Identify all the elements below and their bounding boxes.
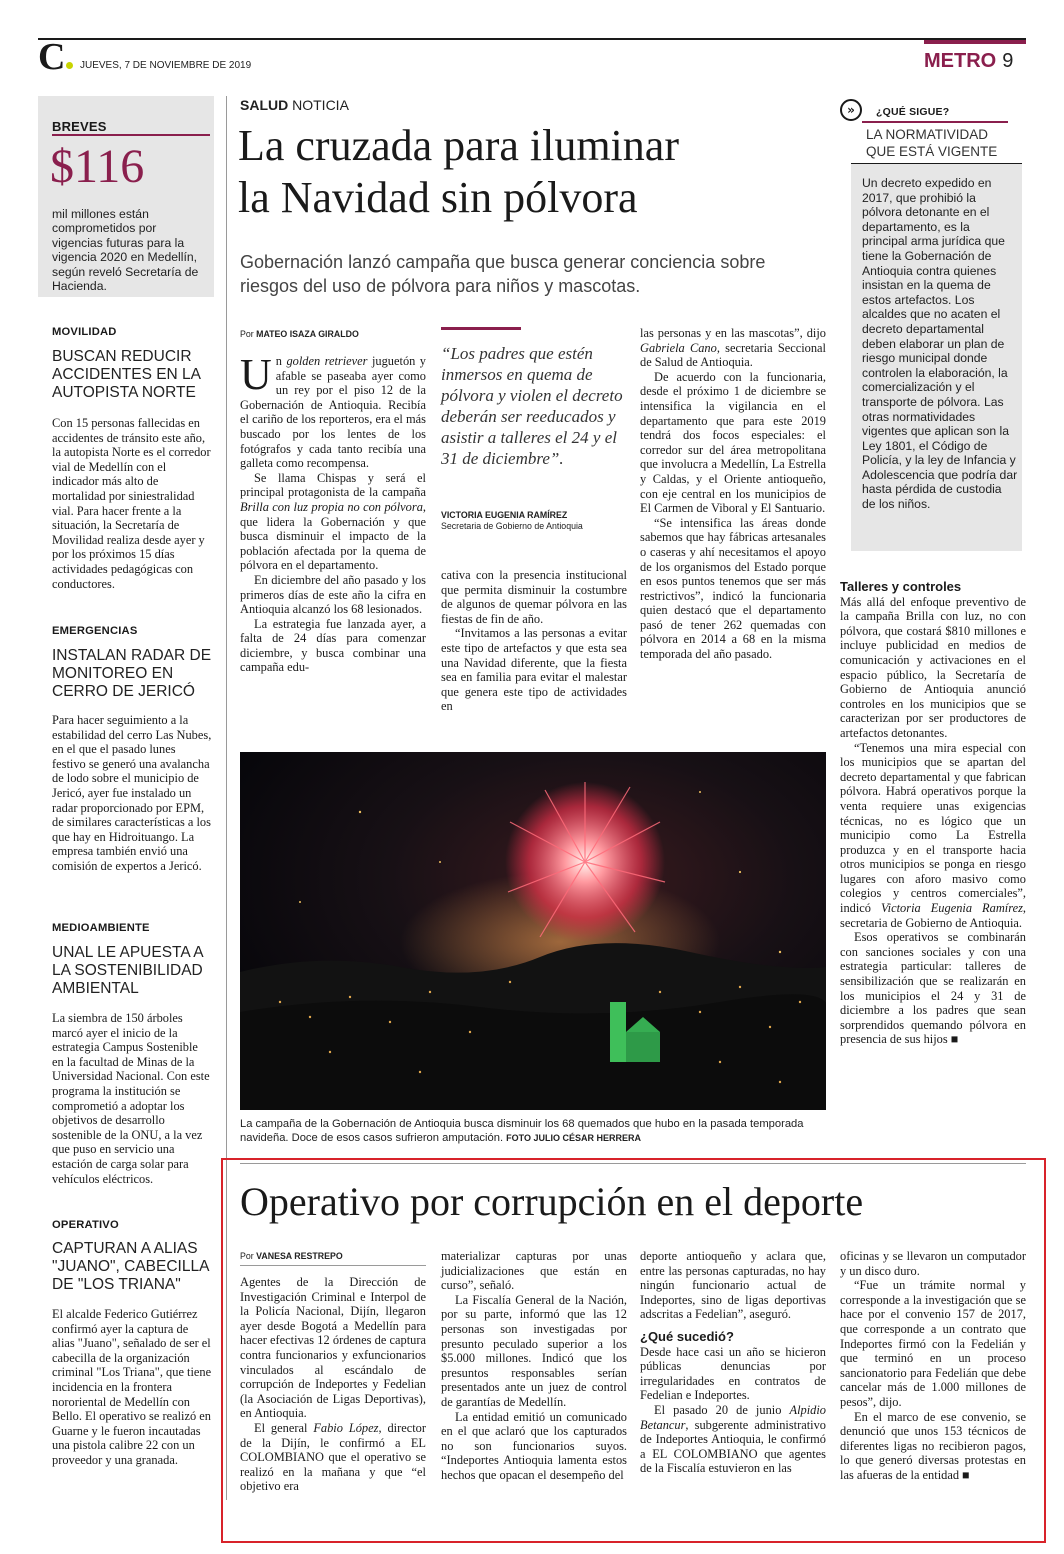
next-box-title: LA NORMATIVIDAD QUE ESTÁ VIGENTE <box>866 127 998 159</box>
article-col-3: las personas y en las mascotas”, dijo Gabriela Cano, secretaria Seccional de Salud de Antioquia. De acuerdo con la funcionaria, desde el próximo 1 de diciembre se intensifica la vigilancia en el departamento que para este 2019 tendrá dos focos especiales: el corredor sur del área metropolitana que involucra a Medellín, La Estrella y Caldas, y el Oriente antioqueño, con eje central en los municipios de El Carmen de Viboral y El Santuario. “Se intensifica las áreas donde sabemos que hay fábricas artesanales o caseras y ahí necesitamos el apoyo de los organismos del Estado porque en esos puntos tenemos que ser más restrictivos”, indicó la funcionaria quien destacó que el departamento pasó de tener 262 quemadas con pólvora en 2014 a 68 en la misma temporada del año pasado. <box>640 326 826 662</box>
logo: C <box>38 40 73 74</box>
article-kicker: SALUD NOTICIA <box>240 97 349 113</box>
next-box-rule <box>851 163 1022 164</box>
bottom-byline-rule <box>240 1265 426 1266</box>
sidebar-headline-emergencias: INSTALAN RADAR DE MONITOREO EN CERRO DE JERICÓ <box>52 647 212 700</box>
sidebar-label-emergencias: EMERGENCIAS <box>52 625 138 637</box>
pull-quote: “Los padres que estén inmersos en quema de pólvora y violen el decreto deberán ser reeducados y asistir a talleres el 24 y el 31 de diciembre”. <box>441 344 623 468</box>
end-mark: ■ <box>950 1032 959 1047</box>
bottom-col-2: materializar capturas por unas judicializaciones que están en curso”, señaló. La Fiscalía General de la Nación, por su parte, informó que las 12 personas son investigadas por presunto peculado superior a los $5.000 millones. Indicó que los presuntos responsables serían presentados ante un juez de control de garantías de Medellín. La entidad emitió un comunicado en el que aclaró que los capturados no son funcionarios suyos. “Indeportes Antioquia lamenta estos hechos que opacan el desempeño del <box>441 1249 627 1482</box>
next-icon: » <box>840 99 862 121</box>
sidebar-text-medioambiente: La siembra de 150 árboles marcó ayer el inicio de la estrategia Campus Sostenible en la facultad de Minas de la Universidad Nacional. Con este programa la institución se comprometió a adoptar los objetivos de desarrollo sostenible de la ONU, a la vez que puso en servicio una estación de carga solar para vehículos eléctricos. <box>52 1011 210 1186</box>
photo-credit: FOTO JULIO CÉSAR HERRERA <box>506 1133 642 1143</box>
article-byline: Por MATEO ISAZA GIRALDO <box>240 329 359 339</box>
sidebar-headline-movilidad: BUSCAN REDUCIR ACCIDENTES EN LA AUTOPISTA NORTE <box>52 348 201 401</box>
article-headline: La cruzada para iluminar la Navidad sin pólvora <box>238 121 679 222</box>
next-box-text: Un decreto expedido en 2017, que prohibió la pólvora detonante en el departamento, es la principal arma jurídica que tiene la Gobernación de Antioquia contra quienes insistan en la quema de estos artefactos. Los alcaldes que no acaten el decreto departamental deben elaborar un plan de riesgo municipal donde controlen la elaboración, la comercialización y el transporte de pólvora. Las otras normatividades vigentes que aplican son la Ley 1801, el Código de Policía, y la ley de Infancia y Adolescencia que podría dar hasta pérdida de custodia de los niños. <box>862 176 1018 512</box>
quote-rule <box>441 327 521 330</box>
breves-label: BREVES <box>52 119 107 134</box>
quote-author: VICTORIA EUGENIA RAMÍREZ <box>441 510 568 520</box>
page-number: 9 <box>1002 50 1014 72</box>
section-name: METRO 9 <box>924 50 1014 72</box>
sidebar-label-operativo: OPERATIVO <box>52 1219 119 1231</box>
section-bar <box>924 40 1026 44</box>
fireworks-photo <box>240 752 826 1110</box>
bottom-byline: Por VANESA RESTREPO <box>240 1251 343 1261</box>
sidebar-label-medioambiente: MEDIOAMBIENTE <box>52 922 150 934</box>
sidebar-text-emergencias: Para hacer seguimiento a la estabilidad del cerro Las Nubes, en el que el pasado lunes festivo se generó una avalancha de lodo sobre el municipio de Jericó, ayer fue instalado un radar proporcionado por EPM, de similares características a los que hay en Hidroituango. La empresa también envió una comisión de expertos a Jericó. <box>52 713 212 873</box>
bottom-col-4: oficinas y se llevaron un computador y un disco duro. “Fue un trámite normal y corresponde a la investigación que se hace por el convenio 157 de 2017, que corresponde a un contrato que Indeportes firmó con la Fedelián y que terminó en un proceso sancionatorio para Fedelián que debe cancelar más de 1.000 millones de pesos”, dijo. En el marco de ese convenio, se denunció que unos 153 técnicos de diferentes ligas no recibieron pagos, lo que generó diversas protestas en las afueras de la entidad ■ <box>840 1249 1026 1482</box>
photo-caption: La campaña de la Gobernación de Antioquia busca disminuir los 68 quemados que hubo en la pasada temporada navideña. Doce de esos casos sufrieron amputación. FOTO JULIO CÉSAR HERRERA <box>240 1118 804 1144</box>
article-col-1: Un golden retriever juguetón y afable se paseaba ayer como un rey por el piso 12 de la Gobernación de Antioquia. Recibía el cariño de los reporteros, era el más buscado por los lentes de los fotógrafos y cada tanto recibía una galleta como recompensa. Se llama Chispas y será el principal protagonista de la campaña Brilla con luz propia no con pólvora, que lidera la Gobernación y que busca disminuir el impacto de la población afectada por la quema de pólvora en el departamento. En diciembre del año pasado y los primeros días de este año la cifra en Antioquia alcanzó los 68 lesionados. La estrategia fue lanzada ayer, a falta de 24 días para comenzar diciembre, y busca combinar una campaña edu- <box>240 350 426 675</box>
article-deck: Gobernación lanzó campaña que busca generar conciencia sobre riesgos del uso de pólvora para niños y mascotas. <box>240 252 766 296</box>
top-rule <box>38 38 1026 40</box>
bottom-col-3: deporte antioqueño y aclara que, entre las personas capturadas, no hay ningún funcionario actual de Indeportes, sino de ligas deportivas adscritas a Fedelian”, aseguró. ¿Qué sucedió? Desde hace casi un año se hicieron públicas denuncias por irregularidades en contratos de Fedelian e Indeportes. El pasado 20 de junio Alpidio Betancur, subgerente administrativo de Indeportes Antioquia, le confirmó a EL COLOMBIANO que agentes de la Fiscalía estuvieron en las <box>640 1249 826 1476</box>
sidebar-headline-operativo: CAPTURAN A ALIAS "JUANO", CABECILLA DE "LOS TRIANA" <box>52 1240 209 1293</box>
breves-figure-text: mil millones están comprometidos por vigencias futuras para la vigencia 2020 en Medellín, según reveló Secretaría de Hacienda. <box>52 207 199 294</box>
issue-date: JUEVES, 7 DE NOVIEMBRE DE 2019 <box>80 60 252 71</box>
quote-role: Secretaria de Gobierno de Antioquia <box>441 521 583 531</box>
sidebar-label-movilidad: MOVILIDAD <box>52 326 117 338</box>
next-rule <box>862 121 1008 123</box>
bottom-subhead: ¿Qué sucedió? <box>640 1328 734 1344</box>
sidebar-text-movilidad: Con 15 personas fallecidas en accidentes de tránsito este año, la autopista Norte es el corredor vial de Medellín con el indicador más alto de mortalidad por siniestralidad vial. Para hacer frente a la situación, la Secretaría de Movilidad realiza desde ayer y por los próximos 15 días actividades pedagógicas con conductores. <box>52 416 211 591</box>
bottom-col-1: Agentes de la Dirección de Investigación Criminal e Interpol de la Policía Nacional, Dijín, llegaron ayer desde Bogotá a Medellín para hacer efectivas 12 órdenes de captura contra funcionarios y exfuncionarios vinculados al escándalo de corrupción de Indeportes y Fedelian (la Asociación de Ligas Deportivas), en Antioquia. El general Fabio López, director de la Dijín, le confirmó a EL COLOMBIANO que el operativo se realizó en la mañana y que “el objetivo era <box>240 1275 426 1494</box>
sidebar-text-operativo: El alcalde Federico Gutiérrez confirmó ayer la captura de alias "Juano", señalado de ser el cabecilla de la organización criminal "Los Triana", que tiene incidencia en la frontera nororiental de Medellín con Bello. El operativo se realizó en Guarne y le fueron incautadas una pistola calibre 22 con un proveedor y una granada. <box>52 1307 212 1467</box>
article-col-2: cativa con la presencia institucional que permita disminuir la costumbre de algunos de quemar pólvora en las fiestas de fin de año. “Invitamos a las personas a evitar este tipo de artefactos y que esta sea una Navidad diferente, que la fiesta sea en familia para evitar el malestar que genera este tipo de actividades en <box>441 568 627 714</box>
bottom-headline: Operativo por corrupción en el deporte <box>240 1179 864 1224</box>
right-article-text: Talleres y controles Más allá del enfoque preventivo de la campaña Brilla con luz, no con pólvora, que costará $810 millones e incluye publicidad en medios de comunicación y activaciones en el espacio público, la Secretaría de Gobierno de Antioquia anunció controles en los municipios que se caracterizan por ser productores de artefactos detonantes. “Tenemos una mira especial con los municipios que se apartan del decreto departamental y que fabrican pólvora. Habrá operativos porque la venta requiere unas exigencias técnicas, no es lógico que un municipio como La Estrella produzca y en el transporte hacia otros municipios se ponga en riesgo lugares con aforo masivo como colegios y centros comerciales”, indicó Victoria Eugenia Ramírez, secretaria de Gobierno de Antioquia. Esos operativos se combinarán con sanciones sociales y con una estrategia particular: talleres de sensibilización que se realizarán en los municipios el 24 y 31 de diciembre a los padres que sean sorprendidos quemando pólvora en presencia de sus hijos ■ <box>840 579 1027 1047</box>
fireworks-illustration <box>240 752 826 1110</box>
dropcap: U <box>240 350 272 399</box>
next-label: ¿QUÉ SIGUE? <box>876 106 950 118</box>
sidebar-headline-medioambiente: UNAL LE APUESTA A LA SOSTENIBILIDAD AMBIENTAL <box>52 944 203 997</box>
bottom-end-mark: ■ <box>962 1467 970 1482</box>
right-subhead: Talleres y controles <box>840 579 962 594</box>
breves-figure: $116 <box>50 140 145 193</box>
